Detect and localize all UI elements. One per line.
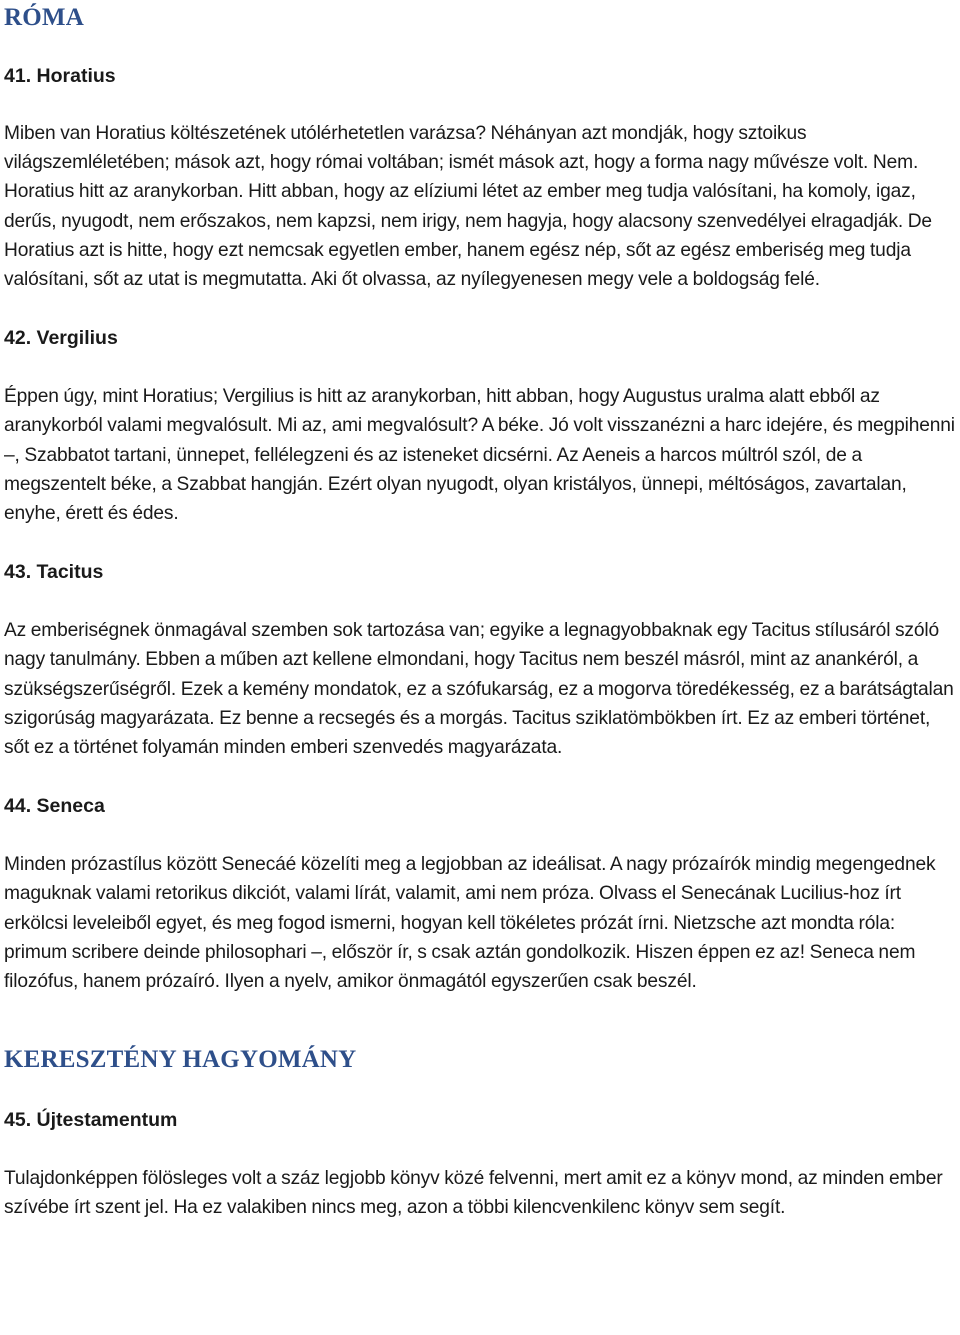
chapter-text-tacitus: Az emberiségnek önmagával szemben sok tartozása van; egyike a legnagyobbaknak egy Tacitus stílusáról szóló nagy tanulmány. Ebben a műben azt kellene elmondani, hogy Tacitus nem beszél másról, mint az anankéról, a szükségszerűségről. Ezek a kemény mondatok, ez a szófukarság, ez a mogorva töredékesség, ez a barátságtalan szigorúság magyarázata. Ez benne a recsegés és a morgás. Tacitus sziklatömbökben írt. Ez az emberi történet, sőt ez a történet folyamán minden emberi szenvedés magyarázata. — [4, 620, 954, 759]
section-title-kereszteny-hagyomany: KERESZTÉNY HAGYOMÁNY — [4, 1046, 357, 1074]
chapter-heading-vergilius: 42. Vergilius — [4, 327, 118, 350]
chapter-heading-ujtestamentum: 45. Újtestamentum — [4, 1109, 178, 1132]
section-title-roma: RÓMA — [4, 4, 84, 31]
chapter-heading-seneca: 44. Seneca — [4, 795, 105, 818]
chapter-heading-tacitus: 43. Tacitus — [4, 561, 104, 584]
chapter-text-vergilius: Éppen úgy, mint Horatius; Vergilius is hitt az aranykorban, hitt abban, hogy Augustus uralma alatt ebből az aranykorból valami megvalósult. Mi az, ami megvalósult? A béke. Jó volt visszanézni a harc idejére, és megpihenni –, Szabbatot tartani, ünnepet, fellélegzeni és az isteneket dicsérni. Az Aeneis a harcos múltról szól, de a megszentelt béke, a Szabbat hangján. Ezért olyan nyugodt, olyan kristályos, ünnepi, méltóságos, zavartalan, enyhe, érett és édes. — [4, 386, 955, 525]
chapter-text-ujtestamentum: Tulajdonképpen fölösleges volt a száz legjobb könyv közé felvenni, mert amit ez a könyv mond, az minden ember szívébe írt szent jel. Ha ez valakiben nincs meg, azon a többi kilencvenkilenc könyv sem segít. — [4, 1168, 943, 1219]
chapter-text-seneca: Minden prózastílus között Senecáé közelíti meg a legjobban az ideálisat. A nagy prózaírók mindig megengednek maguknak valami retorikus dikciót, valami lírát, valamit, ami nem próza. Olvass el Senecának Lucilius-hoz írt erkölcsi leveleiből egyet, és meg fogod ismerni, hogyan kell tökéletes prózát írni. Nietzsche azt mondta róla: primum scribere deinde philosophari –, először ír, s csak aztán gondolkozik. Hiszen éppen ez az! Seneca nem filozófus, hanem prózaíró. Ilyen a nyelv, amikor önmagától egyszerűen csak beszél. — [4, 854, 936, 993]
chapter-heading-horatius: 41. Horatius — [4, 65, 116, 87]
document-page — [4, 0, 956, 1223]
chapter-text-horatius: Miben van Horatius költészetének utólérhetetlen varázsa? Néhányan azt mondják, hogy sztoikus világszemléletében; mások azt, hogy római voltában; ismét mások azt, hogy a forma nagy művésze volt. Nem. Horatius hitt az aranykorban. Hitt abban, hogy az elíziumi létet az ember meg tudja valósítani, ha komoly, igaz, derűs, nyugodt, nem erőszakos, nem kapzsi, nem irigy, nem hagyja, hogy alacsony szenvedélyei elragadják. De Horatius azt is hitte, hogy ezt nemcsak egyetlen ember, hanem egész nép, sőt az egész emberiség meg tudja valósítani, sőt az utat is megmutatta. Aki őt olvassa, az nyílegyenesen megy vele a boldogság felé. — [4, 123, 932, 291]
